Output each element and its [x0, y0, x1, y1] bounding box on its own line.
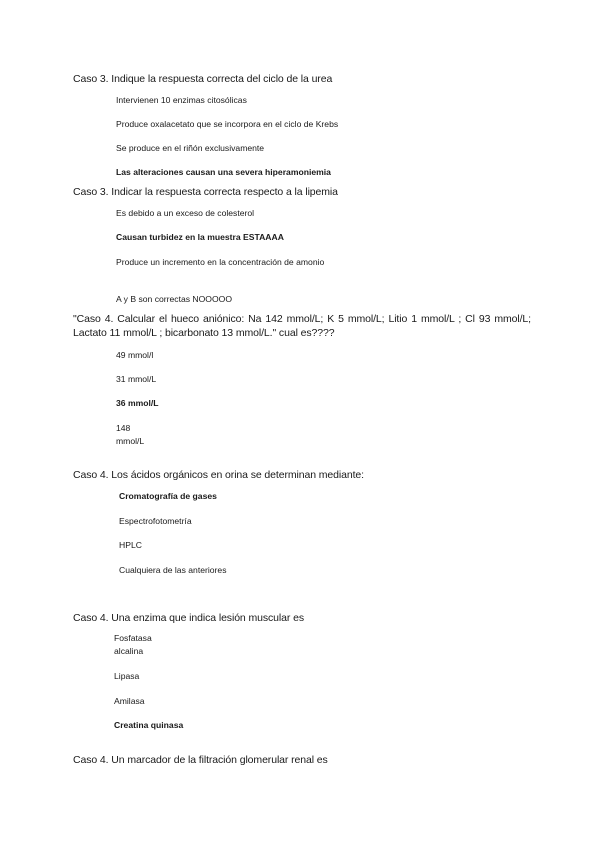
question-organic-acids: Caso 4. Los ácidos orgánicos en orina se determinan mediante:: [73, 469, 364, 481]
option-lipemia-c: Produce un incremento en la concentración de amonio: [116, 257, 325, 267]
option-aniongap-c-answer: 36 mmol/L: [116, 398, 159, 408]
question-urea-cycle: Caso 3. Indique la respuesta correcta del ciclo de la urea: [73, 73, 333, 85]
option-aniongap-d: 148 mmol/L: [116, 423, 145, 446]
option-aniongap-a: 49 mmol/l: [116, 350, 154, 360]
option-urea-a: Intervienen 10 enzimas citosólicas: [116, 95, 247, 105]
option-enzyme-c: Amilasa: [114, 696, 145, 706]
question-lipemia: Caso 3. Indicar la respuesta correcta respecto a la lipemia: [73, 186, 338, 198]
question-glomerular-filtration: Caso 4. Un marcador de la filtración glomerular renal es: [73, 754, 328, 766]
option-acids-d: Cualquiera de las anteriores: [119, 565, 227, 575]
question-anion-gap: "Caso 4. Calcular el hueco aniónico: Na 142 mmol/L; K 5 mmol/L; Litio 1 mmol/L ; Cl 93 mmol/L; Lactato 11 mmol/L ; bicarbonato 13 mmol/L." cual es????: [73, 313, 531, 339]
option-urea-d-answer: Las alteraciones causan una severa hiperamoniemia: [116, 167, 331, 177]
option-acids-a-answer: Cromatografía de gases: [119, 491, 217, 501]
option-acids-b: Espectrofotometría: [119, 516, 192, 526]
option-enzyme-b: Lipasa: [114, 671, 140, 681]
option-acids-c: HPLC: [119, 540, 142, 550]
option-enzyme-a: Fosfatasa alcalina: [114, 633, 152, 656]
option-urea-b: Produce oxalacetato que se incorpora en el ciclo de Krebs: [116, 119, 339, 129]
option-aniongap-b: 31 mmol/L: [116, 374, 157, 384]
option-enzyme-d-answer: Creatina quinasa: [114, 720, 184, 730]
option-lipemia-b-answer: Causan turbidez en la muestra ESTAAAA: [116, 232, 284, 242]
question-muscle-enzyme: Caso 4. Una enzima que indica lesión muscular es: [73, 612, 304, 624]
option-lipemia-d: A y B son correctas NOOOOO: [116, 294, 233, 304]
option-lipemia-a: Es debido a un exceso de colesterol: [116, 208, 255, 218]
option-urea-c: Se produce en el riñón exclusivamente: [116, 143, 265, 153]
